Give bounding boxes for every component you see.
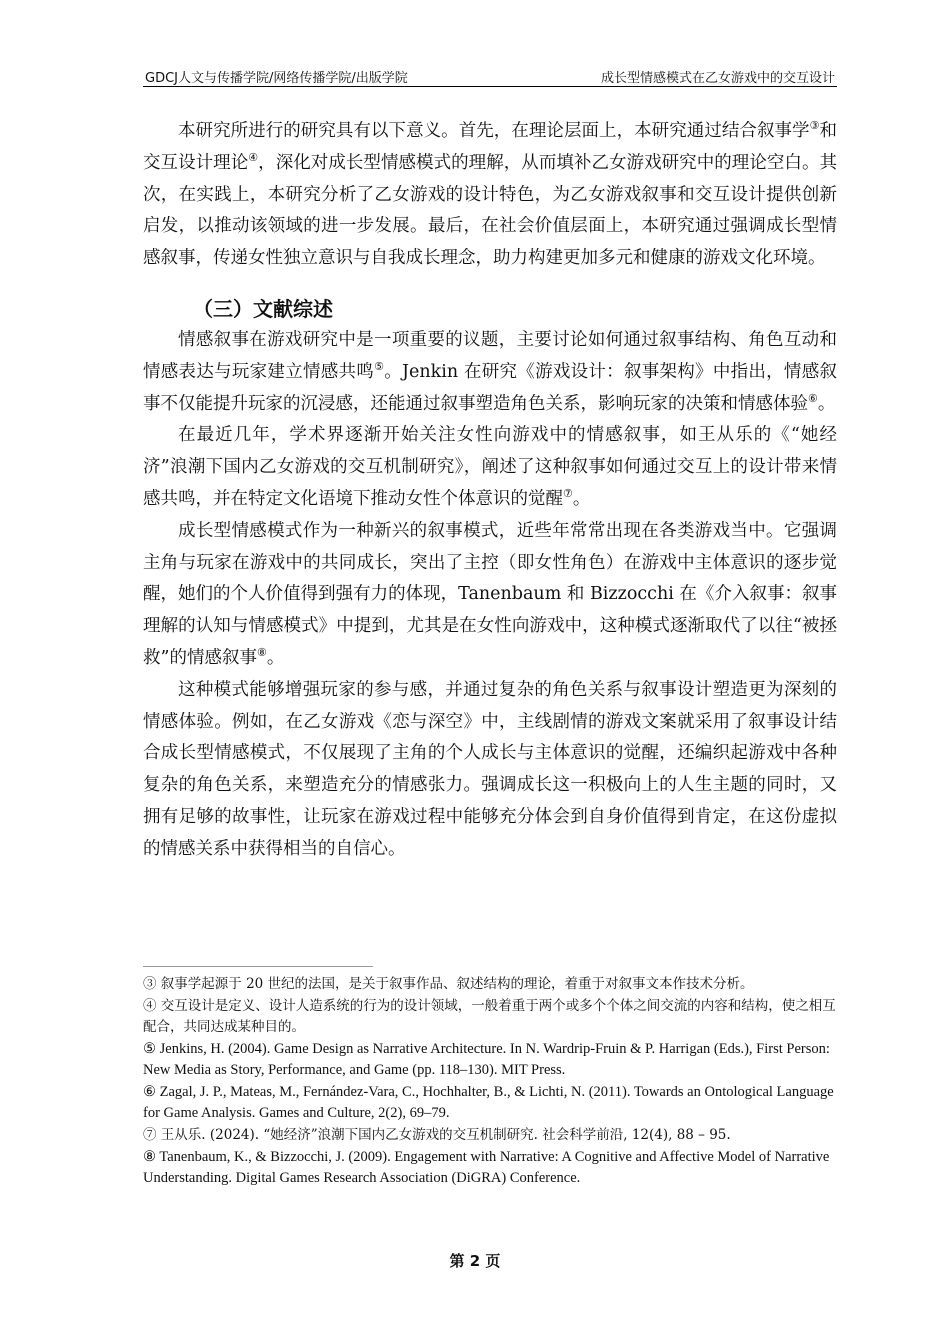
footnote-item bbox=[143, 1147, 837, 1189]
footnote-item bbox=[143, 1082, 837, 1124]
paragraph-text: ，深化对成长型情感模式的理解，从而填补乙女游戏研究中的理论空白。其次，在实践上，本研究分析了乙女游戏的设计特色，为乙女游戏叙事和交互设计提供创新启发，以推动该领域的进一步发展。最后，在社会价值层面上，本研究通过强调成长型情感叙事，传递女性独立意识与自我成长理念，助力构建更加多元和健康的游戏文化环境。 bbox=[143, 152, 837, 269]
footnote-mark: ⑦ bbox=[143, 1127, 157, 1143]
paragraph-text: 。 bbox=[266, 647, 285, 668]
footnote-mark: ⑤ bbox=[143, 1041, 156, 1057]
footnote-item bbox=[143, 1039, 837, 1081]
footnote-text: Zagal, J. P., Mateas, M., Fernández-Vara, C., Hochhalter, B., & Lichti, N. (2011). Towards an Ontological Language for Game Analysis. Games and Culture, 2(2), 69–79. bbox=[143, 1084, 834, 1121]
footnote-ref[interactable]: ③ bbox=[809, 119, 820, 133]
footnote-ref[interactable]: ⑥ bbox=[808, 391, 818, 405]
footnote-ref[interactable]: ⑤ bbox=[374, 359, 385, 373]
page-header bbox=[143, 66, 837, 87]
footnote-text: 交互设计是定义、设计人造系统的行为的设计领域，一般着重于两个或多个个体之间交流的内容和结构，使之相互配合，共同达成某种目的。 bbox=[143, 998, 836, 1035]
footnote-text: 王从乐. (2024). “她经济”浪潮下国内乙女游戏的交互机制研究. 社会科学前沿, 12(4), 88 – 95. bbox=[160, 1127, 731, 1143]
paragraph-text: 。 bbox=[817, 393, 836, 414]
paragraph-text: 。Jenkin 在研究《游戏设计：叙事架构》中指出，情感叙事不仅能提升玩家的沉浸感，还能通过叙事塑造角色关系，影响玩家的决策和情感体验 bbox=[143, 361, 837, 414]
paragraph-text: 在最近几年，学术界逐渐开始关注女性向游戏中的情感叙事，如王从乐的《“她经济”浪潮下国内乙女游戏的交互机制研究》，阐述了这种叙事如何通过交互上的设计带来情感共鸣，并在特定文化语境下推动女性个体意识的觉醒 bbox=[143, 425, 837, 509]
footnote-mark: ④ bbox=[143, 998, 157, 1014]
footnote-text: 叙事学起源于 20 世纪的法国，是关于叙事作品、叙述结构的理论，着重于对叙事文本作技术分析。 bbox=[160, 976, 754, 992]
main-body bbox=[143, 116, 837, 866]
header-institution: GDCJ人文与传播学院/网络传播学院/出版学院 bbox=[145, 71, 408, 86]
review-paragraph-1 bbox=[143, 325, 837, 420]
review-paragraph-2 bbox=[143, 420, 837, 515]
review-paragraph-3 bbox=[143, 516, 837, 675]
footnote-mark: ⑥ bbox=[143, 1084, 156, 1100]
paragraph-text: 本研究所进行的研究具有以下意义。首先，在理论层面上，本研究通过结合叙事学 bbox=[178, 121, 810, 141]
header-thesis-title: 成长型情感模式在乙女游戏中的交互设计 bbox=[600, 71, 835, 86]
footnote-mark: ⑧ bbox=[143, 1149, 156, 1165]
footnote-divider bbox=[143, 966, 373, 967]
footnote-ref[interactable]: ⑧ bbox=[256, 646, 267, 660]
footnote-item bbox=[143, 996, 837, 1038]
footnotes bbox=[143, 974, 837, 1190]
paragraph-text: 成长型情感模式作为一种新兴的叙事模式，近些年常常出现在各类游戏当中。它强调主角与玩家在游戏中的共同成长，突出了主控（即女性角色）在游戏中主体意识的逐步觉醒，她们的个人价值得到强有力的体现，Tanenbaum 和 Bizzocchi 在《介入叙事：叙事理解的认知与情感模式》中提到，尤其是在女性向游戏中，这种模式逐渐取代了以往“被拯救”的情感叙事 bbox=[143, 520, 837, 668]
page-number: 第 2 页 bbox=[449, 1252, 501, 1270]
footnote-mark: ③ bbox=[143, 976, 157, 992]
footnote-ref[interactable]: ⑦ bbox=[563, 487, 573, 501]
paragraph-text: 情感叙事在游戏研究中是一项重要的议题，主要讨论如何通过叙事结构、角色互动和情感表达与玩家建立情感共鸣 bbox=[143, 329, 837, 382]
footnote-item bbox=[143, 1125, 837, 1146]
footnote-item bbox=[143, 974, 837, 995]
significance-paragraph bbox=[143, 116, 837, 275]
footnote-text: Tanenbaum, K., & Bizzocchi, J. (2009). Engagement with Narrative: A Cognitive and Affective Model of Narrative Understanding. Digital Games Research Association (DiGRA) Conference. bbox=[143, 1149, 830, 1186]
paragraph-text: 和交互设计理论 bbox=[143, 121, 837, 173]
footnote-ref[interactable]: ④ bbox=[248, 150, 259, 164]
section-heading: （三）文献综述 bbox=[193, 296, 333, 321]
paragraph-text: 。 bbox=[572, 488, 591, 509]
footnote-text: Jenkins, H. (2004). Game Design as Narrative Architecture. In N. Wardrip-Fruin & P. Harrigan (Eds.), First Person: New Media as Story, Performance, and Game (pp. 118–130). MIT Press. bbox=[143, 1041, 830, 1078]
review-paragraph-4: 这种模式能够增强玩家的参与感，并通过复杂的角色关系与叙事设计塑造更为深刻的情感体验。例如，在乙女游戏《恋与深空》中，主线剧情的游戏文案就采用了叙事设计结合成长型情感模式，不仅展现了主角的个人成长与主体意识的觉醒，还编织起游戏中各种复杂的角色关系，来塑造充分的情感张力。强调成长这一积极向上的人生主题的同时，又拥有足够的故事性，让玩家在游戏过程中能够充分体会到自身价值得到肯定，在这份虚拟的情感关系中获得相当的自信心。 bbox=[143, 679, 837, 859]
